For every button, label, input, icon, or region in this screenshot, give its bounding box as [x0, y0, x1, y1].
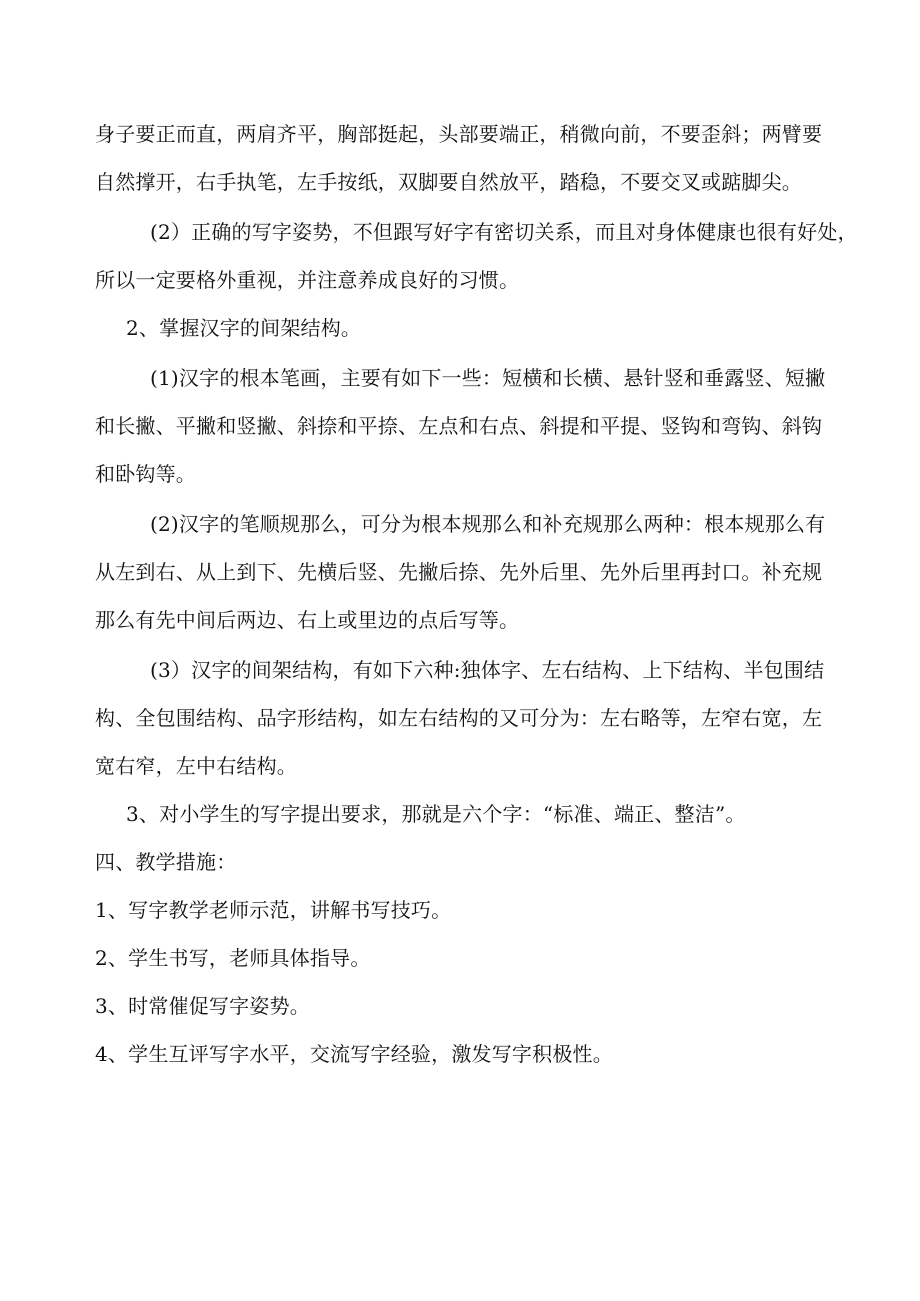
text-line: 身子要正而直，两肩齐平，胸部挺起，头部要端正，稍微向前，不要歪斜；两臂要 [95, 122, 823, 146]
list-item: 3、时常催促写字姿势。 [95, 994, 310, 1018]
list-item: 4、学生互评写字水平，交流写字经验，激发写字积极性。 [95, 1042, 613, 1066]
text-line: 2、掌握汉字的间架结构。 [126, 316, 362, 340]
text-line: 3、对小学生的写字提出要求，那就是六个字：“标准、端正、整洁”。 [126, 802, 746, 826]
text-line: 所以一定要格外重视，并注意养成良好的习惯。 [95, 268, 520, 292]
text-line: 构、全包围结构、品字形结构，如左右结构的又可分为：左右略等，左窄右宽，左 [95, 706, 823, 730]
list-item: 1、写字教学老师示范，讲解书写技巧。 [95, 898, 452, 922]
text-line: 和卧钩等。 [95, 462, 196, 486]
text-line: (2)汉字的笔顺规那么，可分为根本规那么和补充规那么两种：根本规那么有 [150, 512, 826, 536]
text-line: 和长撇、平撇和竖撇、斜捺和平捺、左点和右点、斜提和平提、竖钩和弯钩、斜钩 [95, 414, 823, 438]
text-line: 自然撑开，右手执笔，左手按纸，双脚要自然放平，踏稳，不要交叉或踮脚尖。 [95, 170, 802, 194]
text-line: (1)汉字的根本笔画，主要有如下一些：短横和长横、悬针竖和垂露竖、短撇 [150, 366, 826, 390]
list-item: 2、学生书写，老师具体指导。 [95, 946, 371, 970]
text-line: (3）汉字的间架结构，有如下六种:独体字、左右结构、上下结构、半包围结 [150, 658, 825, 682]
text-line: 从左到右、从上到下、先横后竖、先撇后捺、先外后里、先外后里再封口。补充规 [95, 560, 823, 584]
text-line: 宽右窄，左中右结构。 [95, 754, 297, 778]
section-heading: 四、教学措施： [95, 850, 237, 874]
text-line: 那么有先中间后两边、右上或里边的点后写等。 [95, 608, 520, 632]
text-line: (2）正确的写字姿势，不但跟写好字有密切关系，而且对身体健康也很有好处， [150, 220, 858, 244]
